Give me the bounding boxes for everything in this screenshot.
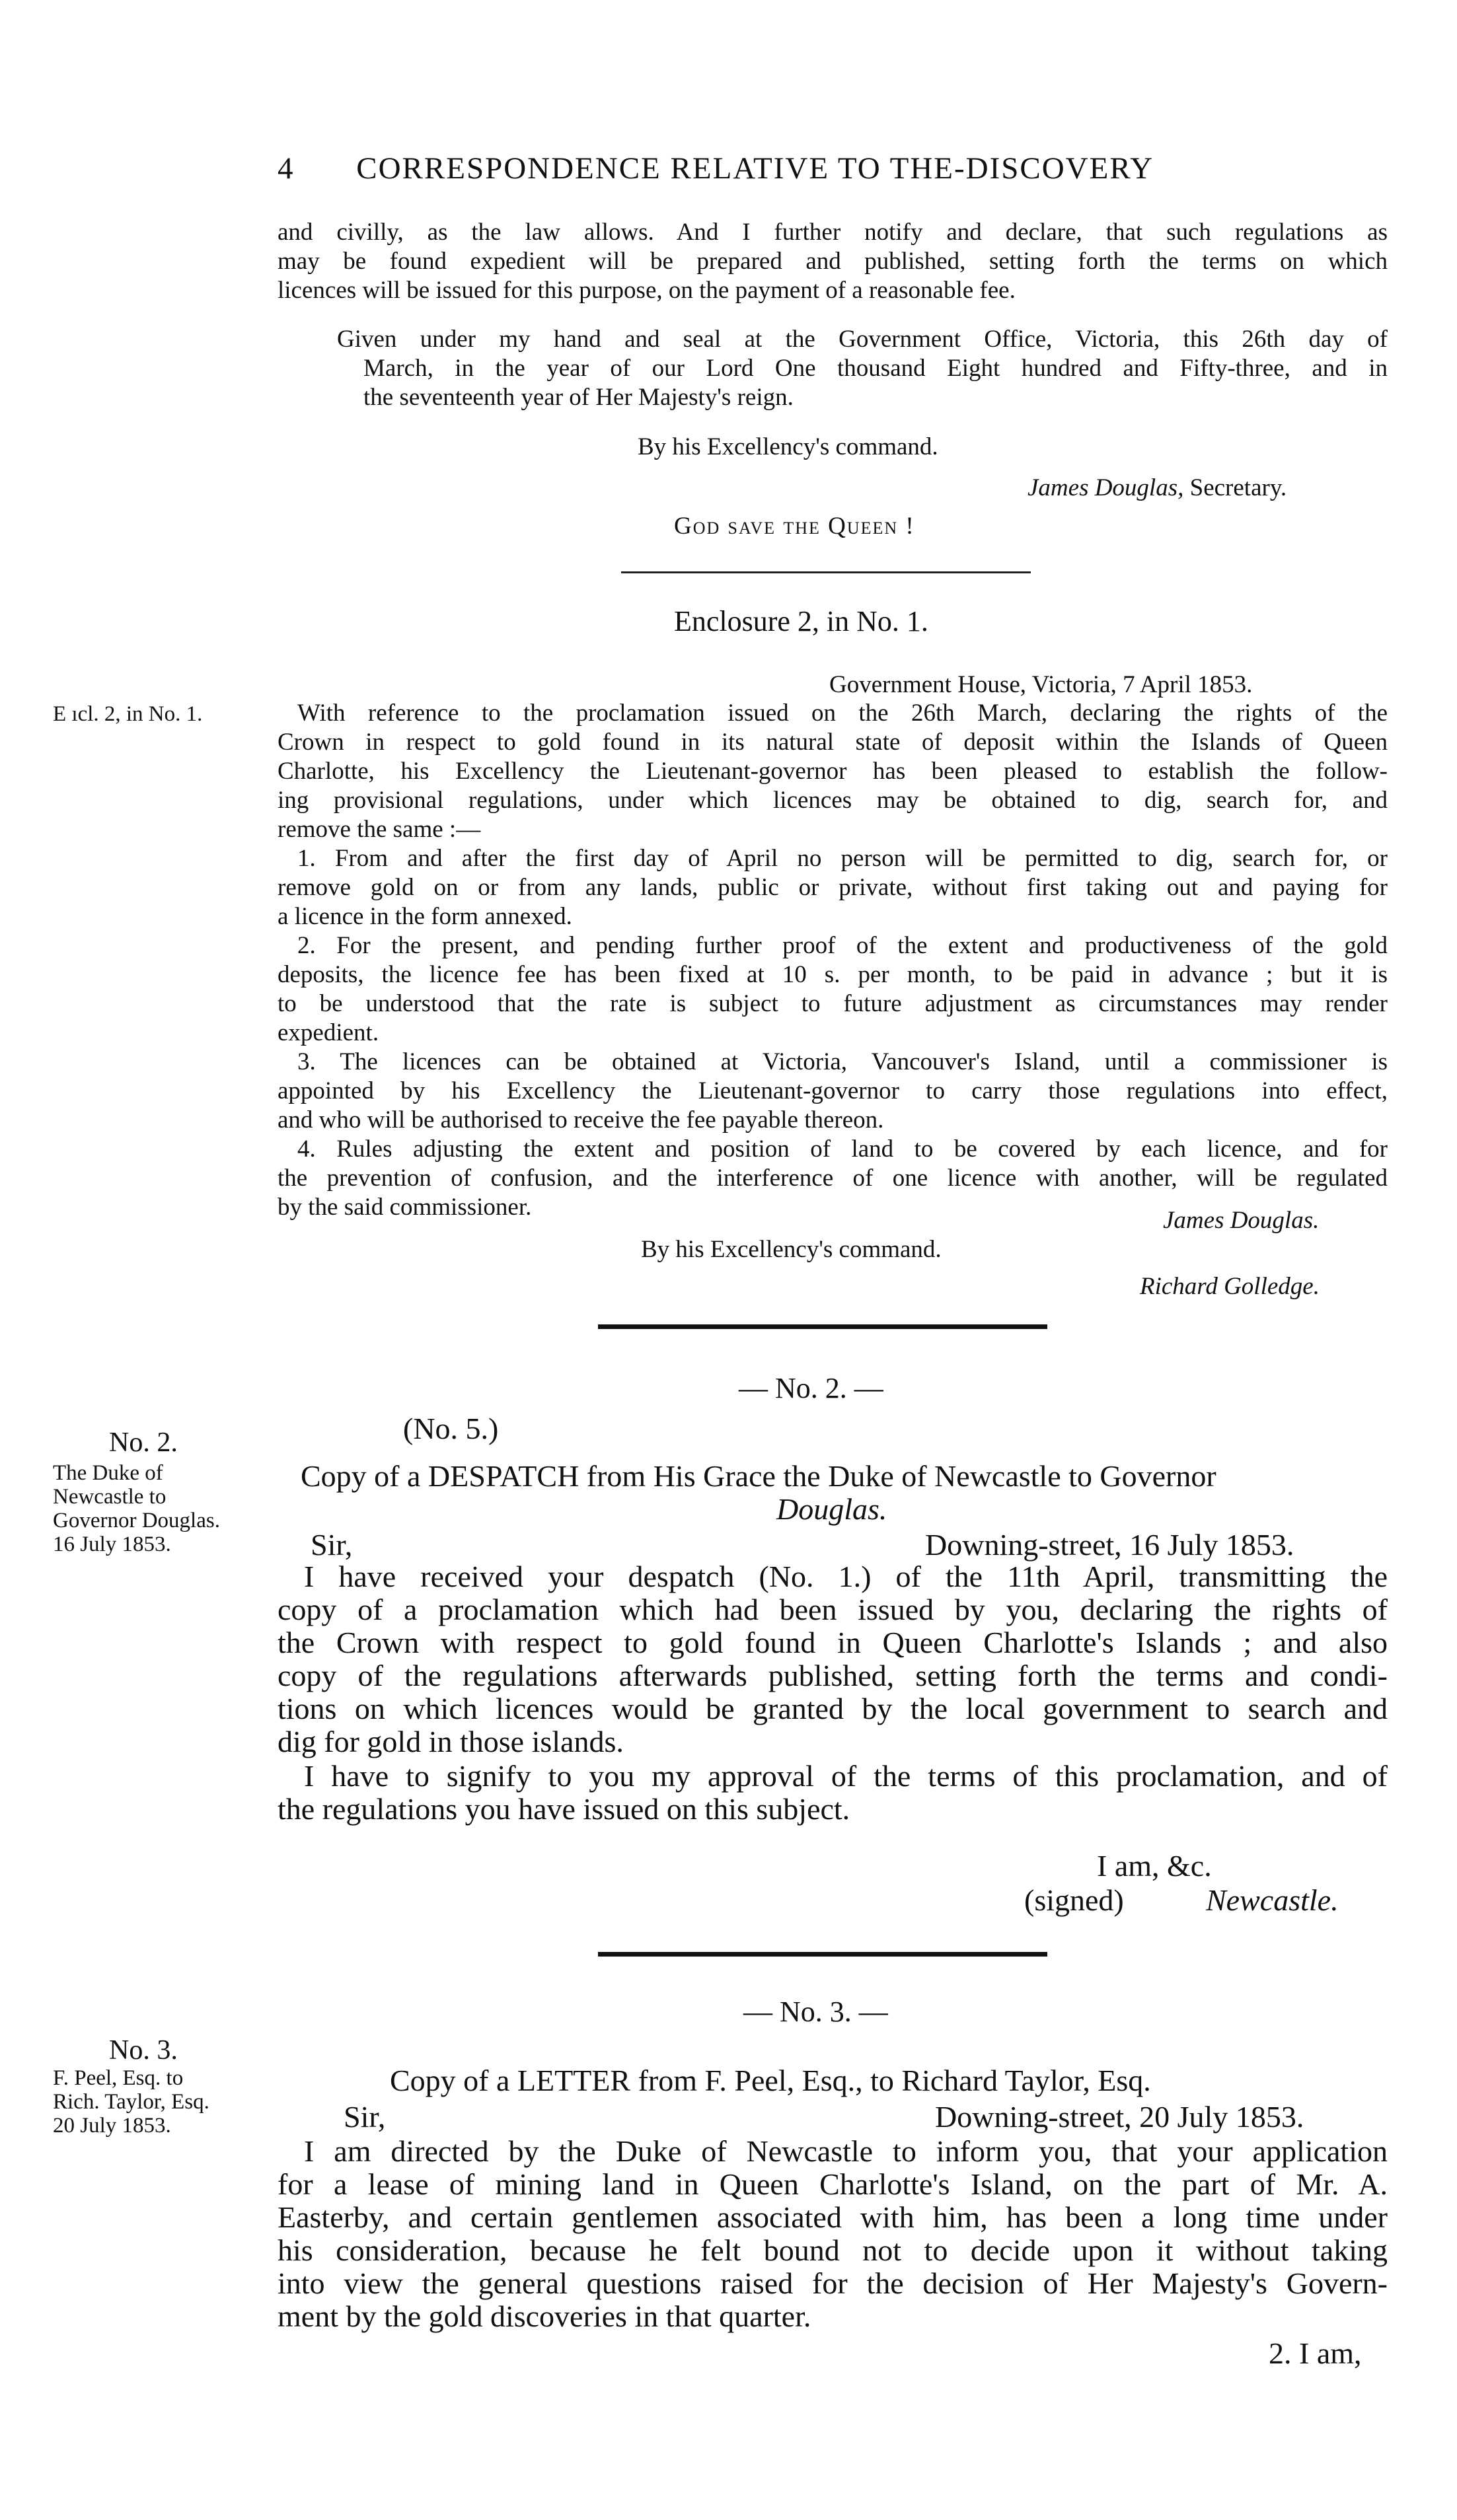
despatch-title-2: Douglas. (776, 1492, 887, 1526)
margin-note: E ıcl. 2, in No. 1. (53, 702, 203, 726)
text-line: licences will be issued for this purpose, on the payment of a reasonable fee. (278, 277, 1016, 304)
letter-paragraph (278, 1760, 1388, 1826)
signer-title: Secretary. (1189, 474, 1287, 501)
margin-note (53, 1461, 271, 1556)
text-line: ment by the gold discoveries in that quarter. (278, 2299, 811, 2333)
section-heading: — No. 3. — (743, 1996, 888, 2028)
signer-name: James Douglas, (1027, 474, 1184, 501)
text-line: and who will be authorised to receive the fee payable thereon. (278, 1106, 884, 1134)
page-number: 4 (278, 151, 295, 186)
letter-paragraph (278, 1560, 1388, 1758)
divider (598, 1324, 1047, 1329)
regulation-2 (278, 931, 1388, 1048)
dateline: Downing-street, 16 July 1853. (925, 1528, 1294, 1562)
signer-newcastle: Newcastle. (1206, 1883, 1339, 1917)
text-line: into view the general questions raised for the decision of Her Majesty's Govern- (278, 2266, 1388, 2300)
enclosure-intro (278, 699, 1388, 844)
text-line: I have received your despatch (No. 1.) of the 11th April, transmitting the (304, 1560, 1388, 1593)
god-save-the-queen: God save the Queen ! (674, 513, 915, 540)
margin-number: No. 2. (109, 1427, 178, 1458)
margin-line: The Duke of (53, 1461, 163, 1485)
text-line: Given under my hand and seal at the Government Office, Victoria, this 26th day of (337, 326, 1388, 353)
signed-label: (signed) (1024, 1883, 1124, 1917)
given-under-hand (337, 325, 1388, 412)
signer-douglas: James Douglas. (1163, 1207, 1320, 1234)
running-title: CORRESPONDENCE RELATIVE TO THE-DISCOVERY (356, 151, 1154, 186)
margin-line: 20 July 1853. (53, 2114, 171, 2138)
text-line: March, in the year of our Lord One thousand Eight hundred and Fifty-three, and in (363, 355, 1388, 382)
text-line: Charlotte, his Excellency the Lieutenant-governor has been pleased to establish the follow- (278, 758, 1388, 785)
margin-line: Governor Douglas. (53, 1509, 220, 1532)
divider (598, 1952, 1047, 1957)
text-line: Easterby, and certain gentlemen associated with him, has been a long time under (278, 2200, 1388, 2234)
by-command: By his Excellency's command. (641, 1236, 942, 1263)
text-line: I am directed by the Duke of Newcastle to inform you, that your application (304, 2134, 1388, 2168)
text-line: a licence in the form annexed. (278, 903, 572, 930)
margin-note (53, 2066, 271, 2138)
margin-line: Rich. Taylor, Esq. (53, 2090, 209, 2114)
despatch-title: Copy of a DESPATCH from His Grace the Duke of Newcastle to Governor (301, 1459, 1216, 1493)
enclosure-heading: Enclosure 2, in No. 1. (674, 605, 928, 637)
signer-golledge: Richard Golledge. (1140, 1273, 1320, 1300)
text-line: 4. Rules adjusting the extent and position of land to be covered by each licence, and for (297, 1135, 1388, 1163)
text-line: his consideration, because he felt bound not to decide upon it without taking (278, 2233, 1388, 2267)
text-line: With reference to the proclamation issued on the 26th March, declaring the rights of the (297, 700, 1388, 727)
text-line: tions on which licences would be granted by the local government to search and (278, 1692, 1388, 1725)
letter-paragraph (278, 2135, 1388, 2333)
text-line: the regulations you have issued on this subject. (278, 1792, 850, 1826)
salutation: Sir, (311, 1528, 353, 1562)
text-line: by the said commissioner. (278, 1194, 532, 1221)
dateline: Downing-street, 20 July 1853. (935, 2100, 1304, 2134)
text-line: 3. The licences can be obtained at Victoria, Vancouver's Island, until a commissioner is (297, 1048, 1388, 1075)
text-line: expedient. (278, 1019, 379, 1046)
text-line: 2. For the present, and pending further proof of the extent and productiveness of the gold (297, 932, 1388, 959)
letter-title: Copy of a LETTER from F. Peel, Esq., to Richard Taylor, Esq. (390, 2064, 1151, 2097)
by-command: By his Excellency's command. (638, 433, 938, 460)
margin-line: 16 July 1853. (53, 1532, 171, 1556)
text-line: may be found expedient will be prepared and published, setting forth the terms on which (278, 248, 1388, 275)
text-line: Crown in respect to gold found in its natural state of deposit within the Islands of Queen (278, 729, 1388, 756)
text-line: I have to signify to you my approval of the terms of this proclamation, and of (304, 1759, 1388, 1793)
text-line: and civilly, as the law allows. And I further notify and declare, that such regulations as (278, 219, 1388, 246)
text-line: remove gold on or from any lands, public or private, without first taking out and paying for (278, 874, 1388, 901)
enclosure-dateline: Government House, Victoria, 7 April 1853. (829, 671, 1253, 698)
text-line: deposits, the licence fee has been fixed at 10 s. per month, to be paid in advance ; but it is (278, 961, 1388, 988)
catchword: 2. I am, (1269, 2336, 1362, 2370)
margin-line: F. Peel, Esq. to (53, 2066, 184, 2090)
text-line: to be understood that the rate is subject to future adjustment as circumstances may render (278, 990, 1388, 1017)
text-line: ing provisional regulations, under which licences may be obtained to dig, search for, and (278, 787, 1388, 814)
divider (621, 571, 1031, 573)
running-head (278, 151, 1388, 186)
text-line: the Crown with respect to gold found in Queen Charlotte's Islands ; and also (278, 1626, 1388, 1659)
section-heading: — No. 2. — (739, 1372, 883, 1404)
salutation: Sir, (344, 2100, 386, 2134)
regulation-1 (278, 844, 1388, 931)
text-line: remove the same :— (278, 816, 481, 843)
text-line: the prevention of confusion, and the interference of one licence with another, will be regulated (278, 1165, 1388, 1192)
proclamation-paragraph (278, 218, 1388, 305)
despatch-ref: (No. 5.) (403, 1412, 499, 1445)
margin-number: No. 3. (109, 2035, 178, 2066)
signature (1027, 474, 1287, 503)
text-line: appointed by his Excellency the Lieutenant-governor to carry those regulations into effect, (278, 1077, 1388, 1104)
margin-line: Newcastle to (53, 1485, 167, 1509)
text-line: copy of the regulations afterwards published, setting forth the terms and condi- (278, 1659, 1388, 1692)
text-line: dig for gold in those islands. (278, 1725, 624, 1758)
text-line: copy of a proclamation which had been issued by you, declaring the rights of (278, 1593, 1388, 1626)
regulation-3 (278, 1048, 1388, 1135)
text-line: for a lease of mining land in Queen Charlotte's Island, on the part of Mr. A. (278, 2167, 1388, 2201)
text-line: the seventeenth year of Her Majesty's reign. (363, 384, 794, 411)
text-line: 1. From and after the first day of April no person will be permitted to dig, search for, or (297, 845, 1388, 872)
closing: I am, &c. (1097, 1849, 1212, 1883)
